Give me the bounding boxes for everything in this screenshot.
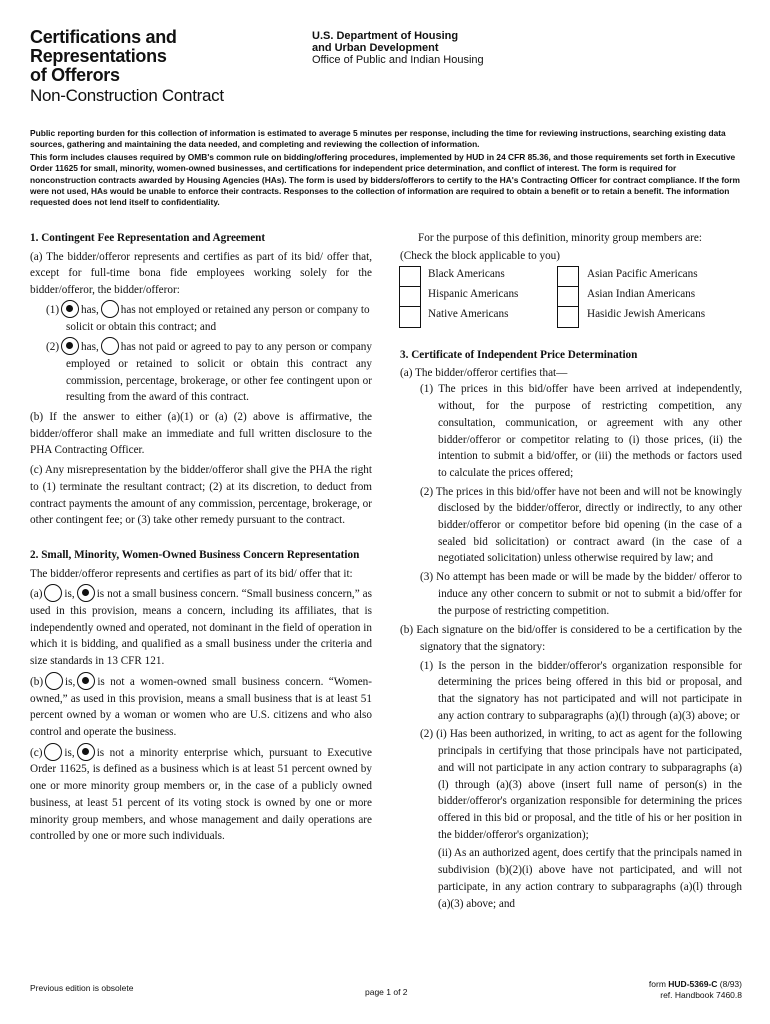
form-date: (8/93) (719, 979, 742, 989)
section-3 (400, 347, 742, 912)
checkbox-asian-pacific-americans[interactable] (557, 266, 579, 288)
item-label: (b) (30, 675, 44, 688)
has-not-radio[interactable] (101, 337, 119, 355)
section-3-b1: (1) Is the person in the bidder/offeror's organization responsible for determining the prices being offered in this bid or proposal, and that the signatory has not participated and will not participate in any action contrary to subparagraphs (a)(l) through (a)(3) above; or (420, 659, 742, 722)
burden-paragraph: Public reporting burden for this collection of information is estimated to average 5 minutes per response, including the time for reviewing instructions, searching existing data sources, gathering and maintaining the data needed, and completing and reviewing the collection of information. (30, 128, 726, 150)
is-radio[interactable] (44, 584, 62, 602)
form-title-line: Representations (30, 46, 167, 66)
section-3-a3: (3) No attempt has been made or will be made by the bidder/ offeror to induce any other concern to submit or not to submit a bid/offer for the purpose of restricting competition. (420, 571, 742, 617)
item-label: (1) (46, 303, 60, 316)
minority-label: Hispanic Americans (428, 288, 519, 300)
form-prefix: form (648, 979, 666, 989)
form-number-block (560, 979, 742, 1001)
section-1-item-1 (30, 300, 372, 335)
department-line: and Urban Development (312, 42, 439, 54)
section-3-heading: 3. Certificate of Independent Price Determination (400, 349, 638, 361)
section-3-a1: (1) The prices in this bid/offer have been arrived at independently, without, for the purpose of restricting competition, any consultation, communication, or agreement with any other bidder/offeror or competitor relating to (i) those prices, (ii) the intention to submit a bid/offer, or (iii) the methods or factors used to calculate the prices offered; (420, 383, 742, 479)
minority-label: Native Americans (428, 308, 509, 320)
minority-label: Black Americans (428, 268, 505, 280)
section-1-heading: 1. Contingent Fee Representation and Agreement (30, 232, 266, 244)
item-text: has not paid or agreed to pay to any person or company employed or retained to solicit or obtain this contract any commission, percentage, brokerage, or other fee contingent upon or resulting from the award of this contract. (66, 341, 372, 404)
is-radio[interactable] (44, 743, 62, 761)
section-2-heading: 2. Small, Minority, Women-Owned Business Concern Representation (30, 548, 360, 561)
is-label: is, (64, 588, 75, 601)
checkbox-black-americans[interactable] (399, 266, 421, 288)
section-2-b (30, 672, 372, 741)
is-label: is, (65, 675, 76, 688)
section-1-item-2 (30, 337, 372, 406)
office-name: Office of Public and Indian Housing (312, 54, 484, 66)
section-3-a: (a) The bidder/offeror certifies that— (400, 366, 568, 379)
checkbox-native-americans[interactable] (399, 306, 421, 328)
section-1-a: (a) The bidder/offeror represents and certifies as part of its bid/ offer that, except for full-time bona fide employees working solely for the bidder/offeror, the bidder/offeror: (30, 250, 372, 297)
form-id: HUD-5369-C (668, 979, 718, 989)
is-label: is, (64, 746, 75, 759)
form-number (560, 979, 742, 990)
has-label: has, (81, 341, 99, 354)
footer-obsolete-note: Previous edition is obsolete (30, 983, 134, 993)
checkbox-hasidic-jewish-americans[interactable] (557, 306, 579, 328)
has-not-radio[interactable] (101, 300, 119, 318)
section-1-c: (c) Any misrepresentation by the bidder/offeror shall give the PHA the right to (1) terminate the resultant contract; (2) at its discretion, to deduct from contract payments the amount of any commission, percentage, brokerage, or other contingent fee; or (3) take other remedy pursuant to the contract. (30, 464, 372, 527)
form-title-line: Certifications and (30, 27, 177, 47)
item-label: (2) (46, 341, 60, 354)
minority-intro: For the purpose of this definition, minority group members are: (418, 232, 702, 244)
section-3-b2ii: (ii) As an authorized agent, does certify that the principals named in subdivision (b)(2)(i) above have not participated, and will not participate, in any action contrary to subparagraphs (a)(l) through (a)(3) above; and (438, 847, 742, 910)
handbook-ref: ref. Handbook 7460.8 (660, 990, 742, 1000)
is-radio[interactable] (45, 672, 63, 690)
item-label: (c) (30, 746, 43, 759)
is-not-radio-selected[interactable] (77, 584, 95, 602)
minority-label: Asian Pacific Americans (587, 268, 698, 280)
item-text: has not employed or retained any person or company to solicit or obtain this contract; and (66, 303, 370, 333)
item-text: is not a women-owned small business concern. “Women-owned,” as used in this provision, means a small business that is at least 51 percent owned by a woman or women who are U.S. citizens and who also control and operate the business. (30, 675, 372, 738)
has-label: has, (81, 303, 99, 316)
section-3-a2: (2) The prices in this bid/offer have not been and will not be knowingly disclosed by the bidder/offeror, directly or indirectly, to any other bidder/offeror or competitor before bid opening (in the case of a sealed bid solicitation) or contract award (in the case of a negotiated solicitation) unless otherwise required by law; and (420, 485, 742, 565)
section-2-intro: The bidder/offeror represents and certifies as part of its bid/ offer that it: (30, 567, 353, 580)
form-subtitle: Non-Construction Contract (30, 86, 224, 105)
item-label: (a) (30, 588, 43, 601)
section-3-b2i: (2) (i) Has been authorized, in writing, to act as agent for the following principals in certifying that those principals have not participated, and will not participate in any action contrary to subparagraphs (a)(l) through (a)(3) above (insert full name of person(s) in the bidder/offeror's organization responsible for determining the prices offered in this bid or proposal, and the title of his or her position in the bidder/offeror's organization); (420, 728, 742, 841)
is-not-radio-selected[interactable] (77, 743, 95, 761)
is-not-radio-selected[interactable] (77, 672, 95, 690)
burden-statement (30, 128, 742, 210)
has-radio-selected[interactable] (61, 337, 79, 355)
minority-label: Asian Indian Americans (587, 288, 696, 300)
section-2-a (30, 584, 372, 670)
has-radio-selected[interactable] (61, 300, 79, 318)
checkbox-asian-indian-americans[interactable] (557, 286, 579, 308)
department-block (312, 30, 484, 66)
form-title-line: of Offerors (30, 65, 120, 85)
item-text: is not a minority enterprise which, pursuant to Executive Order 11625, is defined as a business which is at least 51 percent owned by one or more minority group members or, in the case of a publicly owned business, at least 51 percent of its voting stock is owned by one or more minority group members, and whose management and daily operations are controlled by one or more such individuals. (30, 746, 372, 843)
item-text: is not a small business concern. “Small business concern,” as used in this provision, means a concern, including its affiliates, that is independently owned and operated, not dominant in the field of operation in which it is bidding, and qualified as a small business under the criteria and size standards in 13 CFR 121. (30, 588, 372, 668)
left-column (30, 230, 372, 845)
department-line: U.S. Department of Housing (312, 30, 459, 42)
section-1-b: (b) If the answer to either (a)(1) or (a) (2) above is affirmative, the bidder/offeror shall make an immediate and full written disclosure to the PHA Contracting Officer. (30, 411, 372, 457)
section-3-b: (b) Each signature on the bid/offer is considered to be a certification by the signatory that the signatory: (400, 624, 742, 653)
minority-label: Hasidic Jewish Americans (587, 308, 706, 320)
check-block-note: (Check the block applicable to you) (400, 250, 560, 262)
page-number: page 1 of 2 (365, 987, 408, 997)
form-title (30, 28, 177, 85)
section-2-c (30, 743, 372, 845)
checkbox-hispanic-americans[interactable] (399, 286, 421, 308)
burden-paragraph: This form includes clauses required by OMB's common rule on bidding/offering procedures, implemented by HUD in 24 CFR 85.36, and those requirements set forth in Executive Order 11625 for small, minority, women-owned businesses, and certifications for independent price determination, and conflict of interest. The form is required for nonconstruction contracts awarded by Housing Agencies (HAs). The form is used by bidders/offerors to certify to the HA's Contracting Officer for contract compliance. If the form were not used, HAs would be unable to enforce their contracts. Responses to the collection of information are required to obtain a benefit or to retain a benefit. The information requested does not lend itself to confidentiality. (30, 151, 740, 208)
